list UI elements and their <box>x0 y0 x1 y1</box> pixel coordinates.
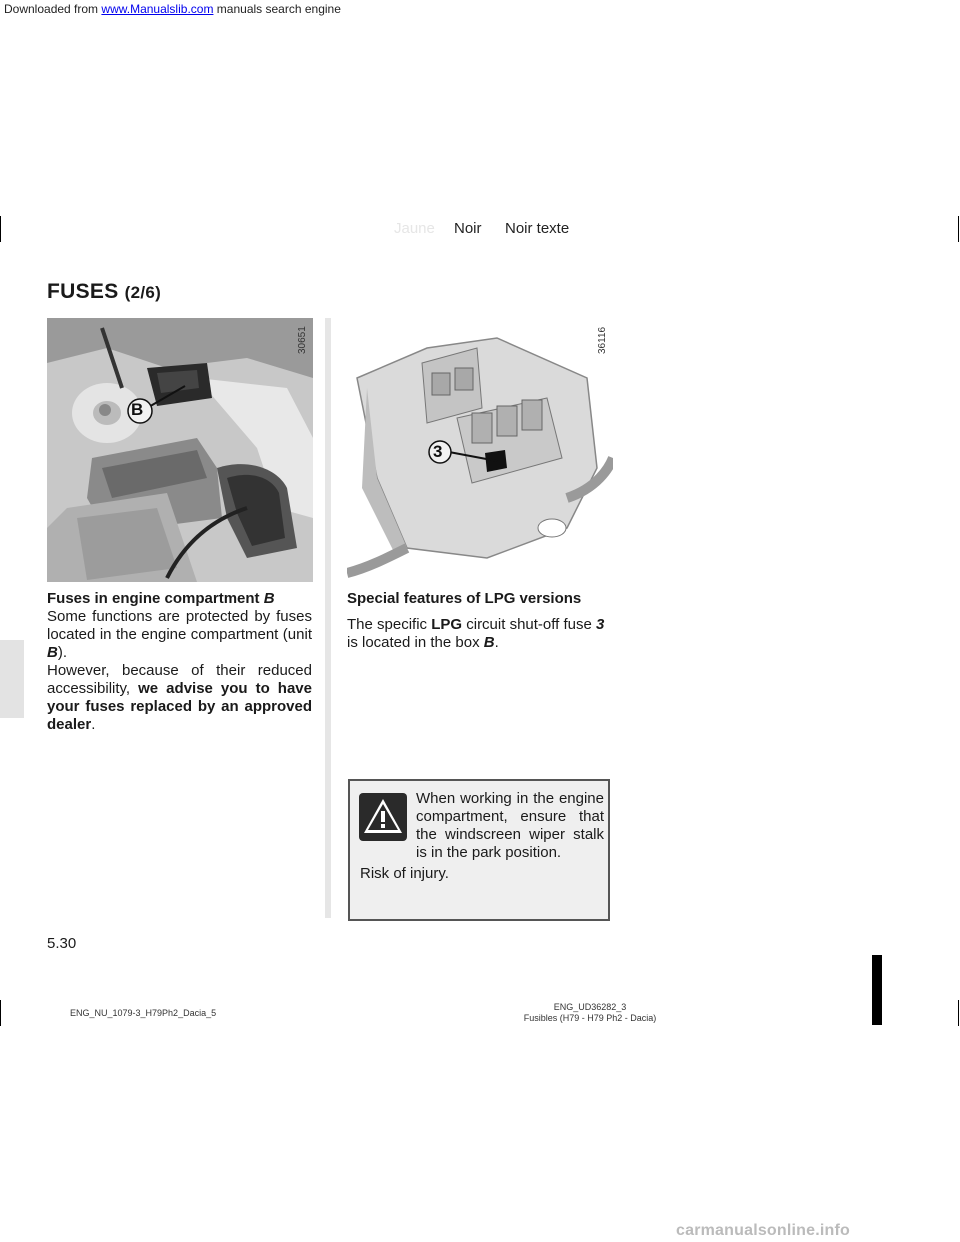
col1-line1: Some functions are protected by fuses located in the engine compartment (unit <box>47 608 312 643</box>
banner-suffix: manuals search engine <box>216 2 341 16</box>
lpg-features-text <box>347 590 615 652</box>
color-mark-jaune: Jaune <box>394 220 435 237</box>
col2-para <box>347 616 615 652</box>
warning-box <box>348 779 610 921</box>
image1-ref: 30651 <box>297 326 308 354</box>
col2-fuse-ref: 3 <box>596 616 605 633</box>
col2-p2: is located in the box <box>347 634 480 651</box>
banner-prefix: Downloaded from <box>4 2 99 16</box>
warning-footnote: Risk of injury. <box>360 865 449 882</box>
col2-p1: The specific <box>347 616 428 633</box>
title-main: FUSES <box>47 280 119 303</box>
col1-para2 <box>47 662 312 734</box>
crop-mark-bottom-left <box>0 1000 1 1026</box>
col2-heading: Special features of LPG versions <box>347 590 582 607</box>
col1-heading: Fuses in engine compartment <box>47 590 260 607</box>
color-mark-noir: Noir <box>454 220 482 237</box>
col1-para1 <box>47 608 312 662</box>
col1-heading-line <box>47 590 312 608</box>
col2-p2-end: . <box>494 634 499 651</box>
footer-right-code: ENG_UD36282_3 <box>553 1002 627 1012</box>
page-number: 5.30 <box>47 935 77 952</box>
crop-mark-bottom-right <box>958 1000 959 1026</box>
fuses-engine-text <box>47 590 312 734</box>
watermark: carmanualsonline.info <box>676 1222 851 1239</box>
image2-callout-3: 3 <box>433 442 443 461</box>
engine-illustration <box>47 318 313 582</box>
col2-box-ref: B <box>483 634 495 651</box>
col1-end: . <box>91 716 96 733</box>
footer-left: ENG_NU_1079-3_H79Ph2_Dacia_5 <box>70 1008 217 1018</box>
color-mark-noir-texte: Noir texte <box>505 220 570 237</box>
column-divider <box>325 318 331 918</box>
col1-bold: we advise you to have your fuses replaced by an approved dealer <box>47 680 312 733</box>
warning-text: When working in the engine compartment, ensure that the windscreen wiper stalk is in the park position. <box>416 790 604 861</box>
col1-line1-end: ). <box>57 644 68 661</box>
warning-triangle-icon <box>359 793 407 841</box>
col1-line2: However, because of their reduced accessibility, <box>47 662 312 697</box>
thumb-index-bar <box>872 955 882 1025</box>
col1-heading-ref: B <box>263 590 275 607</box>
col1-unit-ref: B <box>47 644 58 661</box>
title-sub: (2/6) <box>124 283 162 302</box>
page-title <box>47 280 161 304</box>
col2-p1-mid: circuit shut-off fuse <box>466 616 592 633</box>
chapter-tab <box>0 640 24 718</box>
image1-callout-b: B <box>131 400 144 419</box>
crop-mark-top-right <box>958 216 959 242</box>
image2-ref: 36116 <box>597 326 608 354</box>
crop-mark-top-left <box>0 216 1 242</box>
footer-right-desc: Fusibles (H79 - H79 Ph2 - Dacia) <box>523 1013 657 1023</box>
engine-compartment-image <box>47 318 313 582</box>
fuse-box-illustration <box>347 318 613 582</box>
col2-lpg: LPG <box>431 616 463 633</box>
footer-right <box>520 1002 660 1024</box>
manualslib-link[interactable]: www.Manualslib.com <box>101 2 214 16</box>
download-banner <box>0 0 960 18</box>
fuse-box-image <box>347 318 613 582</box>
